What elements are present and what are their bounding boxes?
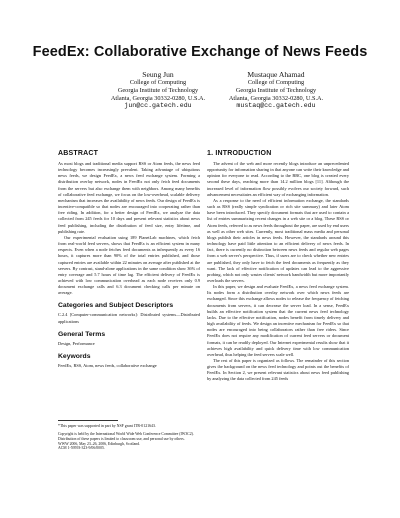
copyright-line-2: WWW 2006, May 23–26, 2006, Edinburgh, Scotland. — [58, 441, 141, 446]
intro-paragraph-1: The advent of the web and more recently blogs introduce an unprecedented opportunity for information sharing in that anyone can write their knowledge and opinion for everyone to read. According to the BBC, one blog is created every second these days, reaching more than 14.2 million blogs [11]. Although the increased level of information flow possibly evolves our society forward, such advancement necessitates an efficient way of exchanging information. — [207, 161, 349, 197]
author-address: Atlanta, Georgia 30332-0280, U.S.A. — [110, 94, 206, 102]
author-inst: Georgia Institute of Technology — [117, 86, 199, 94]
author-email: jun@cc.gatech.edu — [124, 102, 192, 110]
general-terms-text: Design, Performance — [58, 340, 95, 346]
keywords-heading: Keywords — [58, 352, 91, 360]
author-dept: College of Computing — [129, 79, 187, 86]
footnote-rule — [58, 420, 118, 421]
abstract-paragraph-1: As most blogs and traditional media support RSS or Atom feeds, the news feed technology becomes increasingly prevalent. Taking advantage of ubiquitous news feeds, we design FeedEx, a news feed exchange system. Forming a distribution overlay network, nodes in FeedEx not only fetch feed documents from the servers but also exchange them with neighbors. Among many benefits of collaborative feed exchange, we focus on the low-overhead, scalable delivery mechanism that increases the availability of news feeds. Our design of FeedEx is incentive-compatible so that nodes are encouraged into cooperating rather than free riding. In addition, for a better design of FeedEx, we analyze the data collected from 245 feeds for 10 days and present relevant statistics about news feed publishing, including the distribution of feed size, entry lifetime, and publishing rate. — [58, 161, 200, 234]
author-dept: College of Computing — [247, 79, 305, 86]
left-column — [58, 150, 200, 369]
introduction-heading: 1. INTRODUCTION — [207, 150, 272, 157]
author-email: mustaq@cc.gatech.edu — [236, 102, 316, 110]
footnote-text: *This paper was supported in part by NSF grant ITR-0121643. — [58, 424, 156, 428]
categories-heading: Categories and Subject Descriptors — [58, 302, 174, 310]
general-terms-heading: General Terms — [58, 330, 106, 338]
abstract-paragraph-2: Our experimental evaluation using 189 PlanetLab machines, which fetch from real-world feed servers, shows that FeedEx is an efficient system in many respects. Even when a node fetches feed documents as infrequently as every 16 hours, it captures more than 90% of the total entries published, and those captured entries are available within 22 minutes on average after published at the servers. By contrast, stand-alone applications in the same condition show 36% of entry coverage and 5.7 hours of time lag. The efficient delivery of FeedEx is achieved with low communication overhead as each node receives only 0.9 document exchange calls and 6.3 document checking calls per minute on average. — [58, 234, 200, 296]
author-name: Mustaque Ahamad — [247, 70, 305, 79]
keywords-text: FeedEx, RSS, Atom, news feeds, collaborative exchange — [58, 362, 157, 368]
author-address: Atlanta, Georgia 30332-0280, U.S.A. — [228, 94, 324, 102]
copyright-line-1: Copyright is held by the International World Wide Web Conference Committee (IW3C2). Distribution of these papers is limited to classroom use, and personal use by others. — [58, 432, 194, 441]
copyright-line-3: ACM 1-59593-323-9/06/0005. — [58, 446, 105, 451]
footnotes — [58, 420, 200, 451]
intro-paragraph-4: The rest of this paper is organized as follows. The remainder of this section gives the background on the news feed technology and points out the benefits of FeedEx. In Section 2, we present relevant statistics about news feed publishing by analyzing the data collected from 245 feeds — [207, 358, 349, 382]
intro-paragraph-3: In this paper, we design and evaluate FeedEx, a news feed exchange system. Its nodes form a distribution overlay network over which news feeds are exchanged. Since this exchange allows nodes to release the frequency of fetching documents from servers, it can decrease the server load. In a sense, FeedEx builds an effective notification system that the current news feed technology lacks. Due to the effective notification, nodes benefit from timely delivery and high availability of feeds. We design an incentive mechanism for FeedEx so that nodes are encouraged into being collaborators rather than free riders. Since FeedEx does not require any modification of current feed servers or document formats, it can be readily deployed. Our Internet experimental results show that it achieves high availability and quick delivery time with low communication overhead, thus helping the feed servers scale well. — [207, 284, 349, 357]
abstract-heading: ABSTRACT — [58, 150, 99, 157]
categories-text: C.2.4 [Computer-communication networks]: Distributed systems—Distributed applications — [58, 312, 200, 324]
author-inst: Georgia Institute of Technology — [235, 86, 317, 94]
author-block-2 — [196, 70, 356, 110]
intro-paragraph-2: As a response to the need of efficient information exchange, the standards such as RSS (really simple syndication or rich site summary) and later Atom have been introduced. They specify document formats that are used to contain a list of entries summarizing recent changes in a web site or a blog. These RSS or Atom feeds, referred to as news feeds throughout the paper, are used by end users as well as other web sites. Currently, most traditional mass media and personal blogs publish their articles in news feeds. However, the standards around this technology have paid little attention to an efficient delivery of news feeds. In fact, there is currently no distinction between news feeds and regular web pages from a web server's perspective. Thus, if users are to check whether new entries are published, they only have to fetch the feed documents as frequently as they want. The lack of effective notification of updates can lead to the aggressive probing, which not only wastes clients' network bandwidth but more importantly overloads the servers. — [207, 197, 349, 283]
paper-title: FeedEx: Collaborative Exchange of News Feeds — [32, 44, 368, 60]
right-column — [207, 150, 349, 383]
author-name: Seung Jun — [142, 70, 174, 79]
